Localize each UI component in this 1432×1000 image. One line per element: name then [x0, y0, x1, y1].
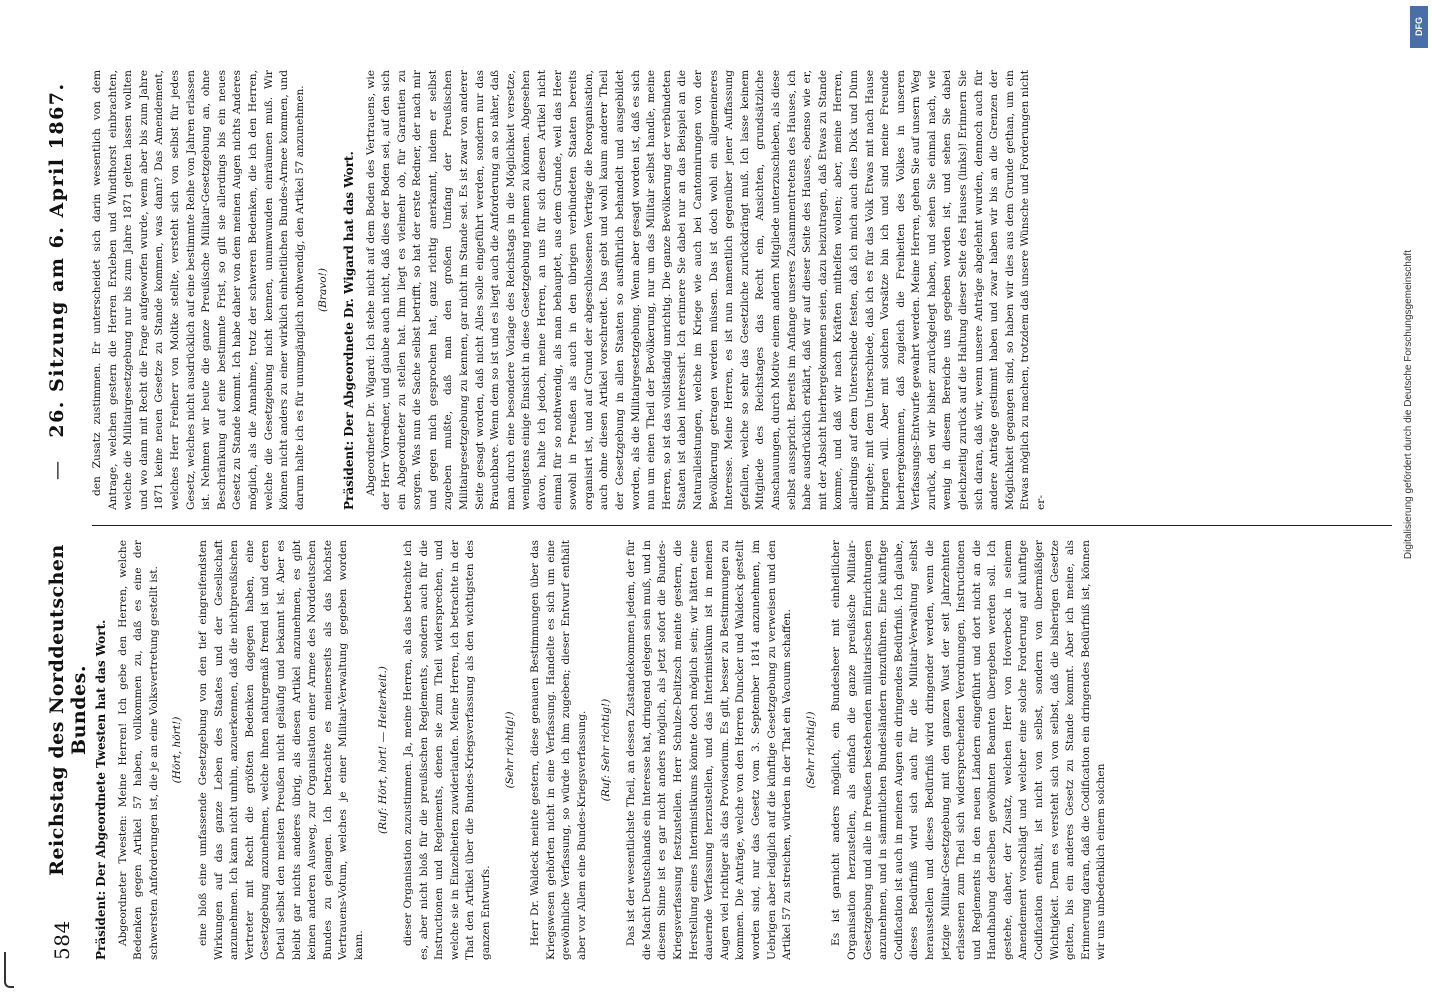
digitization-note: Digitalisierung gefördert durch die Deutsche Forschungsgemeinschaft	[1403, 250, 1414, 560]
page-number: 584	[50, 920, 74, 960]
right-column	[90, 70, 1390, 510]
left-paragraph: Herr Dr. Waldeck meinte gestern, diese genauen Bestimmungen über das Kriegswesen gehörten nicht in eine Verfassung. Handelte es sich um eine gewöhnliche Verfassung, so würde ich ihm zugeben; dieser Entwurf enthält aber vor Allem eine Bundes-Kriegsverfassung.	[529, 540, 589, 960]
header-dash: —	[46, 460, 68, 480]
right-interjection: (Bravo!)	[317, 267, 330, 313]
left-interjection: (Ruf: Sehr richtig!)	[599, 698, 612, 802]
session-title: 26. Sitzung am 6. April 1867.	[46, 82, 68, 438]
left-paragraph: dieser Organisation zuzustimmen. Ja, meine Herren, als das betrachte ich es, aber nicht bloß für die preußischen Reglements, sondern auch für die Instructionen und Reglements, denen sie zum Theil widersprechen, und welche sie in Einzelheiten zuwiderlaufen. Meine Herren, ich betrachte in der That den Artikel über die Bundes-Kriegsverfassung als den wichtigsten des ganzen Entwurfs.	[402, 540, 493, 960]
page-header	[42, 60, 90, 960]
left-interjection: (Sehr richtig!)	[804, 711, 817, 789]
left-interjection: (Ruf: Hört, hört! — Heiterkeit.)	[376, 666, 389, 834]
left-paragraph: Es ist garnicht anders möglich, ein Bundesheer mit einheitlicher Organisation herzustellen, als einfach die ganze preußische Militair-Gesetzgebung und alle in Preußen bestehenden militairischen Einrichtungen anzunehmen, und in sämmtlichen Bundesländern einzuführen. Eine künftige Codification ist auch in meinen Augen ein dringendes Bedürfniß. Ich glaube, dieses Bedürfniß wird sich auch für die Militair-Verwaltung selbst herausstellen und dieses Bedürfniß wird dringender werden, wenn die jetzige Militair-Gesetzgebung mit den ganzen Wust der seit Jahrzehnten erlassenen zum Theil sich widersprechenden Verordnungen, Instructionen und Reglements in den neuen Ländern eingeführt und dort nicht an die Handhabung derselben gewöhnten Beamten übergeben werden soll. Ich gestehe, daher, der Zusatz, welchen Herr von Hoverbeck in seinem Amendement vorschlägt und welcher eine solche Forderung auf künftige Codification enthält, ist nicht von selbst, sondern von übermäßiger Wichtigkeit. Denn es versteht sich von selbst, daß die bisherigen Gesetze gelten, bis ein anderes Gesetz zu Stande kommt. Aber ich meine, als Erinnerung daran, daß die Codification ein dringendes Bedürfniß ist, können wir uns unbedenklich einem solchen	[830, 540, 1108, 960]
left-speaker-line: Präsident: Der Abgeordnete Twesten hat das Wort.	[94, 619, 108, 960]
right-paragraph: den Zusatz zustimmen. Er unterscheidet sich darin wesentlich von dem Antrage, welchen gestern die Herren Erxleben und Windthorst einbrachten, welche die Militairgesetzgebung nur bis zum Jahre 1871 gelten lassen wollten und wo dann mit Recht die Frage aufgeworfen wurde, wenn aber bis zum Jahre 1871 keine neuen Gesetze zu Stande kommen, was dann? Das Amendement, welches Herr Freiherr von Moltke stellte, versteht sich von selbst für jedes Gesetz, welches nicht ausdrücklich auf eine bestimmte Reihe von Jahren erlassen ist. Nehmen wir heute die ganze Preußische Militair-Gesetzgebung an, ohne Beschränkung auf eine bestimmte Frist, so gilt sie allerdings bis ein neues Gesetz zu Stande kommt. Ich habe daher von dem meinen Augen nichts Anderes möglich, als die Annahme, trotz der schweren Bedenken, die ich den Herren, welche die Gesetzgebung nicht kennen, unumwunden einräumen muß. Wir können nicht anders zu einer wirklich einheitlichen Bundes-Armee kommen, und darum halte ich es für unumgänglich nothwendig, den Artikel 57 anzunehmen.	[91, 70, 306, 510]
left-paragraph: Abgeordneter Twesten: Meine Herren! Ich gebe den Herren, welche Bedenken gegen Artikel 57 haben, vollkommen zu, daß es eine der schwersten Anforderungen ist, die je an eine Volksvertretung gestellt ist.	[116, 540, 160, 960]
right-speaker-line: Präsident: Der Abgeordnete Dr. Wigard hat das Wort.	[341, 151, 356, 510]
left-column	[90, 540, 1390, 960]
left-paragraph: eine bloß eine umfassende Gesetzgebung von den tief eingreifendsten Wirkungen auf das ganze Leben des Staates und der Gesellschaft anzunehmen. Ich kann nicht umhin, anzuerkennen, daß die nichtpreußischen Vertreter mit Recht die größten Bedenken dagegen haben, eine Gesetzgebung anzunehmen, welche ihnen naturgemäß fremd ist und deren Detail selbst den meisten Preußen nicht geläufig und bekannt ist. Aber es bleibt gar nichts anderes übrig, als diesen Artikel anzunehmen, es gibt keinen anderen Ausweg, zur Organisation einer Armee des Norddeutschen Bundes zu gelangen. Ich betrachte es meinerseits als das höchste Vertrauens-Votum, welches je einer Militair-Verwaltung gegeben worden kann.	[196, 540, 365, 960]
column-divider	[92, 525, 1392, 526]
scan-mark	[4, 952, 14, 988]
left-interjection: (Sehr richtig!)	[503, 711, 516, 789]
right-paragraph: Abgeordneter Dr. Wigard: Ich stehe nicht auf dem Boden des Vertrauens, wie der Herr Vorredner, und glaube auch nicht, daß dies der Boden sei, auf den sich ein Abgeordneter zu stellen hat. Ihm liegt es vielmehr ob, für Garantien zu sorgen. Was nun die Sache selbst betrifft, so hat der erste Redner, der nach mir und gegen mich gesprochen hat, ganz richtig anerkannt, indem er selbst zugeben mußte, daß man den großen Umfang der Preußischen Militairgesetzgebung zu kennen, gar nicht im Stande sei. Es ist zwar von anderer Seite gesagt worden, daß nicht Alles solle eingeführt werden, sondern nur das Brauchbare. Wenn dem so ist und es liegt auch die Anforderung an so näher, daß man durch eine besondere Vorlage des Reichstags in die Möglichkeit versetze, wenigstens einige Einsicht in diese Gesetzgebung nehmen zu können. Abgesehen davon, halte ich jedoch, meine Herren, an uns für sich diesen Artikel nicht einmal für so nothwendig, als man behauptet, aus dem Grunde, weil das Heer sowohl in Preußen als auch in den übrigen verbündeten Staaten bereits organisirt ist, und auf Grund der abgeschlossenen Verträge die Reorganisation, auch ohne diesen Artikel vorschreitet. Das gebt und wohl kaum anderer Theil der Gesetzgebung in allen Staaten so ausführlich behandelt und ausgebildet worden, als die Militairgesetzgebung. Wenn aber gesagt worden ist, daß es sich nun um einen Theil der Bevölkerung, nur um das Militair selbst handle, meine Herren, so ist das vollständig unrichtig. Die ganze Bevölkerung der verbündeten Staaten ist dabei interessirt. Ich erinnere Sie dabei nur an das Beispiel an die Naturalleistungen, welche im Kriege wie auch bei Cantonnirungen von der Bevölkerung getragen werden müssen. Das ist doch wohl ein allgemeineres Interesse. Meine Herren, es ist nun namentlich gegenüber jener Auffassung gefallen, welche so sehr das Gesetzliche zurückdrängt muß. Ich lasse keinem Mitgliede des Reichstages das Recht ein, Ansichten, grundsätzliche Anschauungen, durch Motive einem andern Mitgliede unterzuschieben, als diese selbst ausspricht. Bereits im Anfange unseres Zusammentretens des Hauses, ich habe ausdrücklich erklärt, daß wir auf dieser Seite des Hauses, ebenso wie er, mit der Absicht hierhergekommen seien, dazu beizutragen, daß Etwas zu Stande komme, und daß wir nach Kräften mithelfen wollen; aber, meine Herren, allerdings auf dem Unterschiede festen, daß ich mich auch dies Dick und Dünn mitgehe; mit dem Unterschiede, daß ich es für das Volk Etwas mit nach Hause bringen will. Aber mit solchen Vorsätze bin ich und sind meine Freunde hierhergekommen, daß zugleich die Freiheiten des Volkes in unseren Verfassungs-Entwurfe gewahrt werden. Meine Herren, gehen Sie auf unsern Weg zurück, den wir bisher zurückgelegt haben, und sehen Sie einmal nach, wie wenig in diesem Bereiche uns gegeben worden ist, und sehen Sie dabei gleichzeitig zurück auf die Haltung dieser Seite des Hauses (links)! Erinnern Sie sich daran, daß wir, wenn unsere Anträge abgelehnt wurden, dennoch auch für andere Anträge gestimmt haben und zwar haben wir bis an die Grenzen der Möglichkeit gegangen sind, so haben wir dies aus dem Grunde gethan, um ein Etwas möglich zu machen, trotzdem daß unsere Wünsche und Forderungen nicht er-	[364, 70, 1048, 510]
dfg-logo: DFG	[1410, 6, 1428, 48]
running-title: Reichstag des Norddeutschen Bundes.	[46, 544, 90, 876]
left-paragraph: Das ist der wesentlichste Theil, an dessen Zustandekommen jedem, der für die Macht Deutschlands ein Interesse hat, dringend gelegen sein muß, und in diesem Sinne ist es gar nicht anders möglich, als jetzt sofort die Bundes-Kriegsverfassung festzustellen. Herr Schulze-Delitzsch meinte gestern, die Herstellung eines Interimistikums könnte doch möglich sein; wir hätten eine dauernde Verfassung herzustellen, und das Interimistikum ist in meinen Augen viel richtiger als das Provisorium. Es gilt, besser zu Bestimmungen zu kommen. Die Anträge, welche von den Herren Duncker und Waldeck gestellt worden sind, nur das Gesetz vom 3. September 1814 anzunehmen, im Uebrigen aber lediglich auf die künftige Gesetzgebung zu verweisen und den Artikel 57 zu streichen, würden in der That ein Vacuum schaffen.	[625, 540, 794, 960]
left-interjection: (Hört, hört!)	[171, 716, 184, 784]
